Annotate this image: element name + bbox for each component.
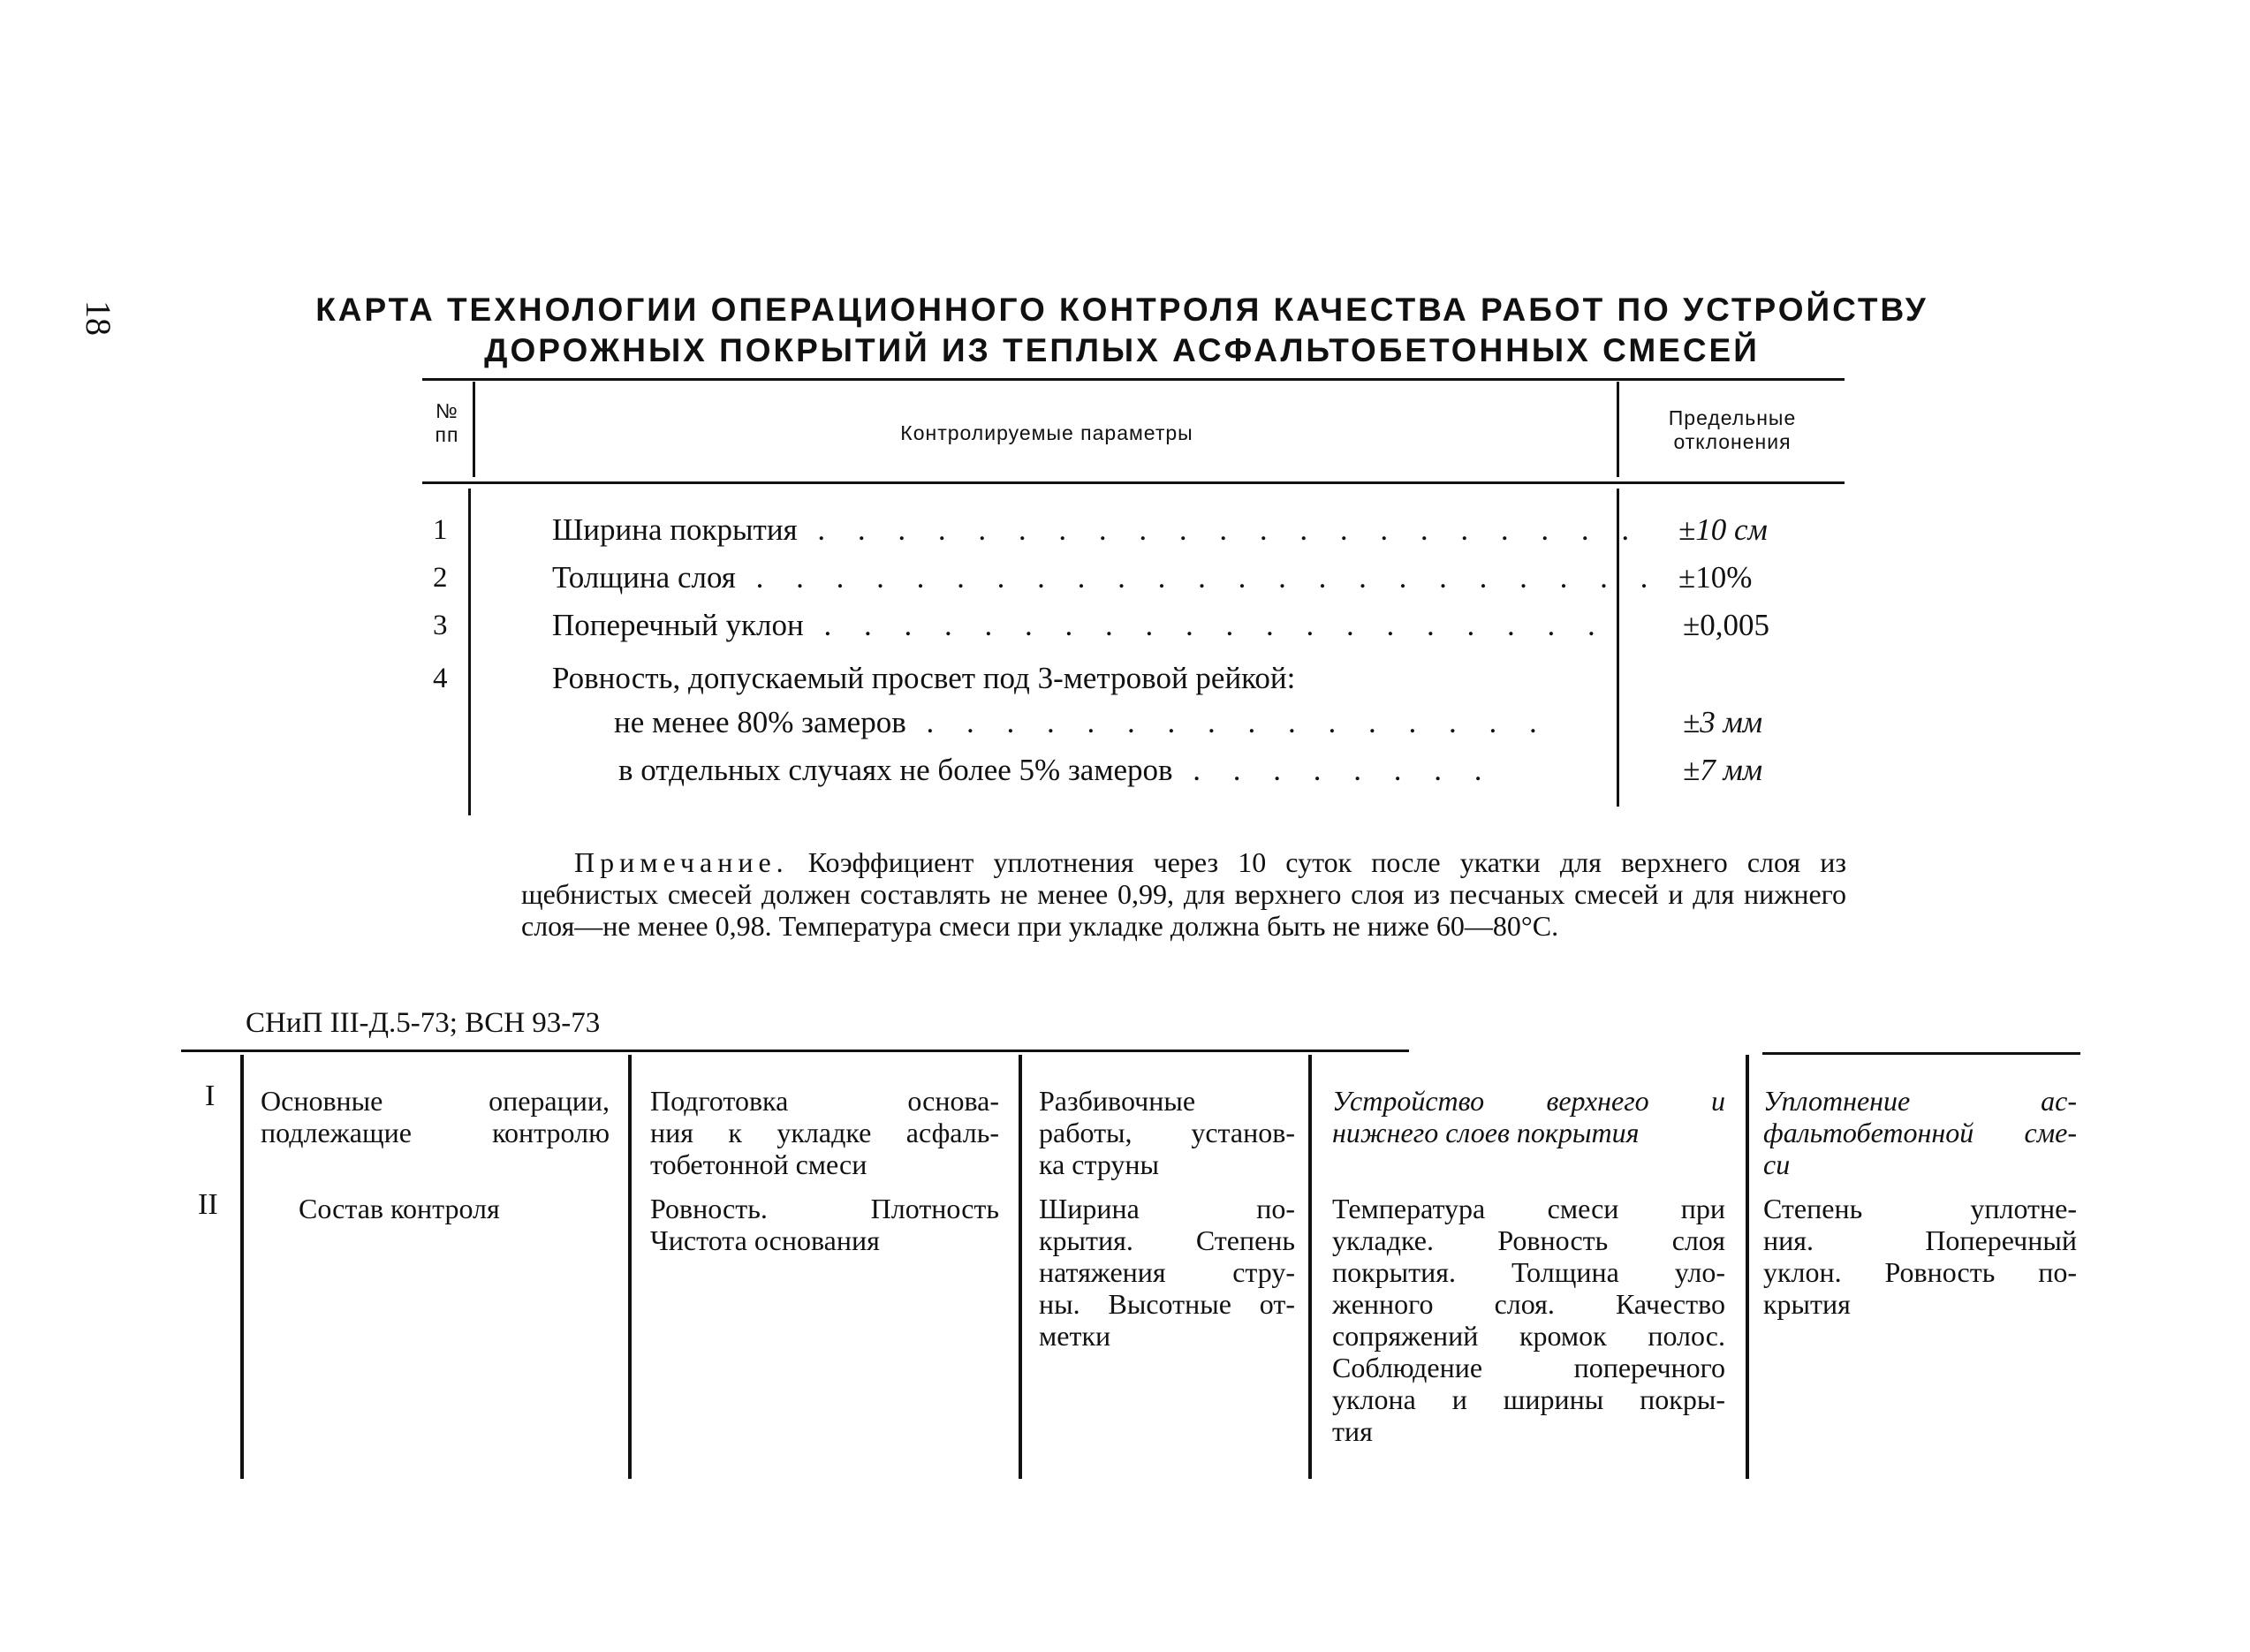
page-number: 18 xyxy=(79,300,118,336)
cell-base-control: Ровность. Плотность Чистота основания xyxy=(650,1193,999,1256)
row-number: 4 xyxy=(433,663,448,694)
parameter-name: Поперечный уклон . . . . . . . . . . . . . . . . . . . . xyxy=(552,608,1608,642)
row-number: 2 xyxy=(433,562,448,594)
row-number: 1 xyxy=(433,514,448,546)
header-deviations: Предельные отклонения xyxy=(1668,406,1797,453)
cell-compaction-control: Степень уплотне- ния. Поперечный уклон. Ровность по- крытия xyxy=(1763,1193,2077,1320)
table-top-rule xyxy=(422,378,1845,381)
table-header-rule xyxy=(422,481,1845,484)
column-divider xyxy=(1746,1055,1749,1479)
column-divider xyxy=(1019,1055,1022,1479)
title-line-2: ДОРОЖНЫХ ПОКРЫТИЙ ИЗ ТЕПЛЫХ АСФАЛЬТОБЕТОННЫХ СМЕСЕЙ xyxy=(484,332,1760,368)
cell-base-preparation: Подготовка основа- ния к укладке асфаль- тобетонной смеси xyxy=(650,1085,999,1180)
parameter-subitem: не менее 80% замеров . . . . . . . . . . . . . . . . xyxy=(614,705,1549,739)
page-title xyxy=(292,290,1952,371)
row-label: Основные операции, подлежащие контролю xyxy=(261,1085,610,1148)
cell-layout-control: Ширина по- крытия. Степень натяжения стру- ны. Высотные от- метки xyxy=(1039,1193,1295,1352)
column-divider xyxy=(628,1055,632,1479)
row-roman-numeral: II xyxy=(198,1188,218,1221)
table-top-rule xyxy=(1762,1052,2080,1055)
normative-reference: СНиП III-Д.5-73; ВСН 93-73 xyxy=(246,1007,601,1039)
deviation-value: ±0,005 xyxy=(1683,608,1769,642)
row-roman-numeral: I xyxy=(205,1080,216,1112)
row-label: Состав контроля xyxy=(299,1193,500,1224)
column-divider xyxy=(1617,382,1619,477)
parameter-subitem: в отдельных случаях не более 5% замеров . . . . . . . . xyxy=(618,753,1495,787)
deviation-value: ±7 мм xyxy=(1683,753,1763,787)
column-divider xyxy=(473,382,475,477)
note-paragraph xyxy=(521,846,1846,942)
parameter-name: Ровность, допускаемый просвет под 3-метровой рейкой: xyxy=(552,661,1296,695)
note-label: Примечание. xyxy=(574,846,789,878)
cell-layers-construction: Устройство верхнего и нижнего слоев покрытия xyxy=(1332,1085,1725,1148)
header-num: № пп xyxy=(435,399,459,446)
table-top-rule xyxy=(181,1050,1409,1052)
parameter-name: Толщина слоя . . . . . . . . . . . . . . . . . . . . . . . xyxy=(552,560,1661,595)
cell-compaction: Уплотнение ас- фальтобетонной сме- си xyxy=(1763,1085,2077,1180)
column-divider xyxy=(240,1055,244,1479)
deviation-value: ±10 см xyxy=(1678,512,1768,547)
cell-layers-control: Температура смеси при укладке. Ровность слоя покрытия. Толщина уло- женного слоя. Качество сопряжений кромок полос. Соблюдение поперечного уклона и ширины покры- тия xyxy=(1332,1193,1725,1447)
column-divider xyxy=(468,489,471,815)
parameter-name: Ширина покрытия . . . . . . . . . . . . . . . . . . . . . xyxy=(552,512,1642,547)
note-text: Коэффициент уплотнения через 10 суток после укатки для верхнего слоя из щебнистых смесей должен составлять не менее 0,99, для верхнего слоя из песчаных смесей и для нижнего слоя—не менее 0,98. Температура смеси при укладке должна быть не ниже 60—80°С. xyxy=(521,846,1847,942)
cell-layout-works: Разбивочные работы, установ- ка струны xyxy=(1039,1085,1295,1180)
row-number: 3 xyxy=(433,610,448,641)
column-divider xyxy=(1308,1055,1312,1479)
title-line-1: КАРТА ТЕХНОЛОГИИ ОПЕРАЦИОННОГО КОНТРОЛЯ КАЧЕСТВА РАБОТ ПО УСТРОЙСТВУ xyxy=(315,292,1928,328)
header-parameters: Контролируемые параметры xyxy=(900,421,1193,444)
deviation-value: ±3 мм xyxy=(1683,705,1763,739)
deviation-value: ±10% xyxy=(1678,560,1753,595)
